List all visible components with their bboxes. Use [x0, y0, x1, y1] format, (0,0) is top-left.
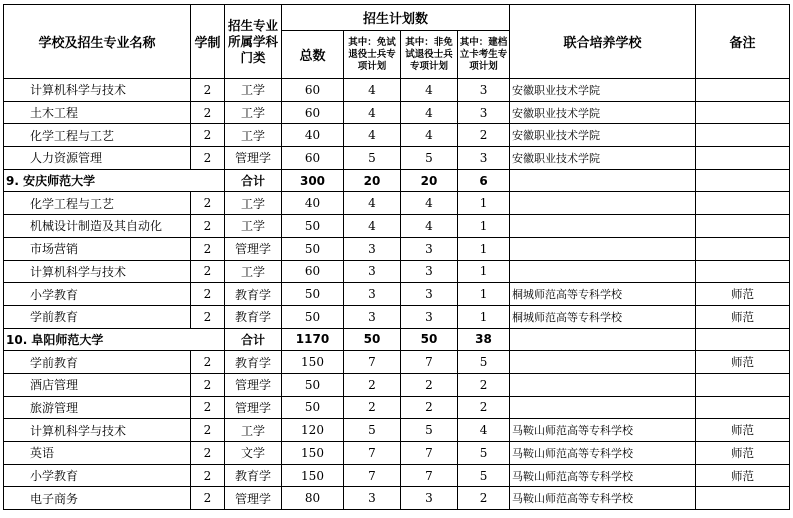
note-cell [696, 147, 790, 170]
header-name: 学校及招生专业名称 [4, 5, 191, 79]
poor-cell: 1 [458, 283, 510, 306]
header-poor: 其中：建档立卡考生专项计划 [458, 31, 510, 79]
total-cell: 150 [282, 442, 344, 465]
table-body [4, 79, 790, 510]
vet-exempt-cell: 3 [344, 487, 401, 510]
header-category: 招生专业所属学科门类 [225, 5, 282, 79]
table-row [4, 124, 790, 147]
partner-cell: 安徽职业技术学院 [510, 79, 696, 102]
poor-cell: 2 [458, 124, 510, 147]
total-cell: 40 [282, 192, 344, 215]
category-cell: 工学 [225, 192, 282, 215]
total-cell: 60 [282, 79, 344, 102]
poor-cell: 1 [458, 192, 510, 215]
major-name: 旅游管理 [4, 396, 191, 419]
vet-exempt-cell: 5 [344, 147, 401, 170]
duration-cell: 2 [191, 396, 225, 419]
enrollment-plan-table [3, 4, 790, 510]
total-cell: 50 [282, 283, 344, 306]
vet-nonexempt-cell: 3 [401, 237, 458, 260]
vet-exempt-cell: 7 [344, 464, 401, 487]
category-cell: 工学 [225, 124, 282, 147]
vet-exempt-cell: 3 [344, 305, 401, 328]
partner-cell: 安徽职业技术学院 [510, 101, 696, 124]
note-cell: 师范 [696, 442, 790, 465]
table-row [4, 260, 790, 283]
total-cell: 50 [282, 373, 344, 396]
note-cell [696, 192, 790, 215]
duration-cell: 2 [191, 442, 225, 465]
header-partner: 联合培养学校 [510, 5, 696, 79]
major-name: 计算机科学与技术 [4, 260, 191, 283]
category-cell: 工学 [225, 79, 282, 102]
poor-cell: 4 [458, 419, 510, 442]
duration-cell: 2 [191, 101, 225, 124]
major-name: 化学工程与工艺 [4, 192, 191, 215]
category-cell: 管理学 [225, 373, 282, 396]
vet-exempt-cell: 2 [344, 396, 401, 419]
partner-cell [510, 351, 696, 374]
partner-cell: 桐城师范高等专科学校 [510, 283, 696, 306]
poor-cell: 1 [458, 305, 510, 328]
vet-exempt-cell: 7 [344, 442, 401, 465]
category-cell: 教育学 [225, 351, 282, 374]
vet-exempt-cell: 4 [344, 124, 401, 147]
vet-nonexempt-cell: 2 [401, 373, 458, 396]
duration-cell: 2 [191, 373, 225, 396]
major-name: 小学教育 [4, 464, 191, 487]
category-cell: 管理学 [225, 487, 282, 510]
note-cell: 师范 [696, 464, 790, 487]
total-cell: 120 [282, 419, 344, 442]
note-cell [696, 124, 790, 147]
school-name: 10. 阜阳师范大学 [4, 328, 225, 351]
table-row [4, 79, 790, 102]
note-cell: 师范 [696, 351, 790, 374]
major-name: 小学教育 [4, 283, 191, 306]
note-cell [696, 396, 790, 419]
partner-cell: 马鞍山师范高等专科学校 [510, 487, 696, 510]
partner-cell: 马鞍山师范高等专科学校 [510, 442, 696, 465]
school-vet-nonexempt: 20 [401, 169, 458, 192]
duration-cell: 2 [191, 283, 225, 306]
table-row [4, 464, 790, 487]
vet-nonexempt-cell: 3 [401, 305, 458, 328]
vet-nonexempt-cell: 5 [401, 419, 458, 442]
school-note-blank [696, 328, 790, 351]
major-name: 土木工程 [4, 101, 191, 124]
poor-cell: 5 [458, 442, 510, 465]
poor-cell: 2 [458, 373, 510, 396]
duration-cell: 2 [191, 147, 225, 170]
partner-cell: 桐城师范高等专科学校 [510, 305, 696, 328]
school-note-blank [696, 169, 790, 192]
header-plan-group: 招生计划数 [282, 5, 510, 31]
duration-cell: 2 [191, 305, 225, 328]
vet-nonexempt-cell: 3 [401, 283, 458, 306]
vet-nonexempt-cell: 7 [401, 464, 458, 487]
note-cell [696, 237, 790, 260]
table-row [4, 101, 790, 124]
school-partner-blank [510, 169, 696, 192]
poor-cell: 1 [458, 215, 510, 238]
school-total: 1170 [282, 328, 344, 351]
vet-nonexempt-cell: 4 [401, 101, 458, 124]
note-cell [696, 215, 790, 238]
major-name: 电子商务 [4, 487, 191, 510]
poor-cell: 1 [458, 260, 510, 283]
school-name: 9. 安庆师范大学 [4, 169, 225, 192]
school-total-row [4, 169, 790, 192]
vet-exempt-cell: 3 [344, 283, 401, 306]
school-total-label: 合计 [225, 169, 282, 192]
category-cell: 工学 [225, 260, 282, 283]
header-total: 总数 [282, 31, 344, 79]
major-name: 酒店管理 [4, 373, 191, 396]
table-row [4, 283, 790, 306]
partner-cell: 马鞍山师范高等专科学校 [510, 464, 696, 487]
note-cell: 师范 [696, 283, 790, 306]
poor-cell: 3 [458, 147, 510, 170]
major-name: 机械设计制造及其自动化 [4, 215, 191, 238]
major-name: 计算机科学与技术 [4, 419, 191, 442]
poor-cell: 5 [458, 464, 510, 487]
poor-cell: 3 [458, 101, 510, 124]
major-name: 计算机科学与技术 [4, 79, 191, 102]
duration-cell: 2 [191, 237, 225, 260]
vet-exempt-cell: 4 [344, 215, 401, 238]
vet-nonexempt-cell: 2 [401, 396, 458, 419]
table-row [4, 396, 790, 419]
vet-exempt-cell: 4 [344, 101, 401, 124]
partner-cell [510, 237, 696, 260]
duration-cell: 2 [191, 464, 225, 487]
major-name: 化学工程与工艺 [4, 124, 191, 147]
total-cell: 60 [282, 147, 344, 170]
category-cell: 管理学 [225, 147, 282, 170]
note-cell [696, 79, 790, 102]
school-poor: 6 [458, 169, 510, 192]
school-total-row [4, 328, 790, 351]
total-cell: 40 [282, 124, 344, 147]
note-cell [696, 487, 790, 510]
table-row [4, 147, 790, 170]
school-total: 300 [282, 169, 344, 192]
duration-cell: 2 [191, 487, 225, 510]
school-vet-exempt: 50 [344, 328, 401, 351]
total-cell: 50 [282, 215, 344, 238]
note-cell [696, 260, 790, 283]
vet-exempt-cell: 3 [344, 260, 401, 283]
total-cell: 60 [282, 101, 344, 124]
note-cell [696, 101, 790, 124]
partner-cell [510, 215, 696, 238]
total-cell: 150 [282, 351, 344, 374]
poor-cell: 1 [458, 237, 510, 260]
partner-cell: 安徽职业技术学院 [510, 147, 696, 170]
total-cell: 80 [282, 487, 344, 510]
major-name: 市场营销 [4, 237, 191, 260]
vet-nonexempt-cell: 4 [401, 215, 458, 238]
duration-cell: 2 [191, 419, 225, 442]
duration-cell: 2 [191, 260, 225, 283]
table-row [4, 419, 790, 442]
school-partner-blank [510, 328, 696, 351]
total-cell: 50 [282, 305, 344, 328]
vet-nonexempt-cell: 4 [401, 192, 458, 215]
header-vet-exempt: 其中：免试退役士兵专项计划 [344, 31, 401, 79]
duration-cell: 2 [191, 215, 225, 238]
partner-cell: 安徽职业技术学院 [510, 124, 696, 147]
vet-nonexempt-cell: 3 [401, 260, 458, 283]
school-total-label: 合计 [225, 328, 282, 351]
vet-exempt-cell: 5 [344, 419, 401, 442]
table-row [4, 487, 790, 510]
poor-cell: 2 [458, 487, 510, 510]
school-vet-exempt: 20 [344, 169, 401, 192]
category-cell: 工学 [225, 215, 282, 238]
category-cell: 教育学 [225, 283, 282, 306]
duration-cell: 2 [191, 79, 225, 102]
header-vet-nonexempt: 其中：非免试退役士兵专项计划 [401, 31, 458, 79]
table-row [4, 305, 790, 328]
total-cell: 50 [282, 396, 344, 419]
table-row [4, 237, 790, 260]
partner-cell [510, 373, 696, 396]
table-row [4, 192, 790, 215]
duration-cell: 2 [191, 124, 225, 147]
major-name: 学前教育 [4, 351, 191, 374]
table-row [4, 351, 790, 374]
note-cell: 师范 [696, 305, 790, 328]
vet-exempt-cell: 4 [344, 192, 401, 215]
total-cell: 50 [282, 237, 344, 260]
major-name: 学前教育 [4, 305, 191, 328]
vet-nonexempt-cell: 3 [401, 487, 458, 510]
poor-cell: 5 [458, 351, 510, 374]
partner-cell [510, 260, 696, 283]
vet-nonexempt-cell: 4 [401, 79, 458, 102]
category-cell: 管理学 [225, 396, 282, 419]
table-row [4, 442, 790, 465]
vet-nonexempt-cell: 4 [401, 124, 458, 147]
duration-cell: 2 [191, 192, 225, 215]
header-duration: 学制 [191, 5, 225, 79]
category-cell: 管理学 [225, 237, 282, 260]
total-cell: 60 [282, 260, 344, 283]
total-cell: 150 [282, 464, 344, 487]
vet-exempt-cell: 3 [344, 237, 401, 260]
category-cell: 文学 [225, 442, 282, 465]
category-cell: 工学 [225, 101, 282, 124]
header-note: 备注 [696, 5, 790, 79]
vet-nonexempt-cell: 5 [401, 147, 458, 170]
vet-exempt-cell: 4 [344, 79, 401, 102]
vet-nonexempt-cell: 7 [401, 351, 458, 374]
table-row [4, 373, 790, 396]
category-cell: 教育学 [225, 305, 282, 328]
major-name: 人力资源管理 [4, 147, 191, 170]
vet-exempt-cell: 7 [344, 351, 401, 374]
category-cell: 工学 [225, 419, 282, 442]
poor-cell: 3 [458, 79, 510, 102]
school-vet-nonexempt: 50 [401, 328, 458, 351]
vet-exempt-cell: 2 [344, 373, 401, 396]
poor-cell: 2 [458, 396, 510, 419]
partner-cell: 马鞍山师范高等专科学校 [510, 419, 696, 442]
duration-cell: 2 [191, 351, 225, 374]
school-poor: 38 [458, 328, 510, 351]
partner-cell [510, 192, 696, 215]
partner-cell [510, 396, 696, 419]
table-row [4, 215, 790, 238]
note-cell [696, 373, 790, 396]
vet-nonexempt-cell: 7 [401, 442, 458, 465]
category-cell: 教育学 [225, 464, 282, 487]
note-cell: 师范 [696, 419, 790, 442]
major-name: 英语 [4, 442, 191, 465]
